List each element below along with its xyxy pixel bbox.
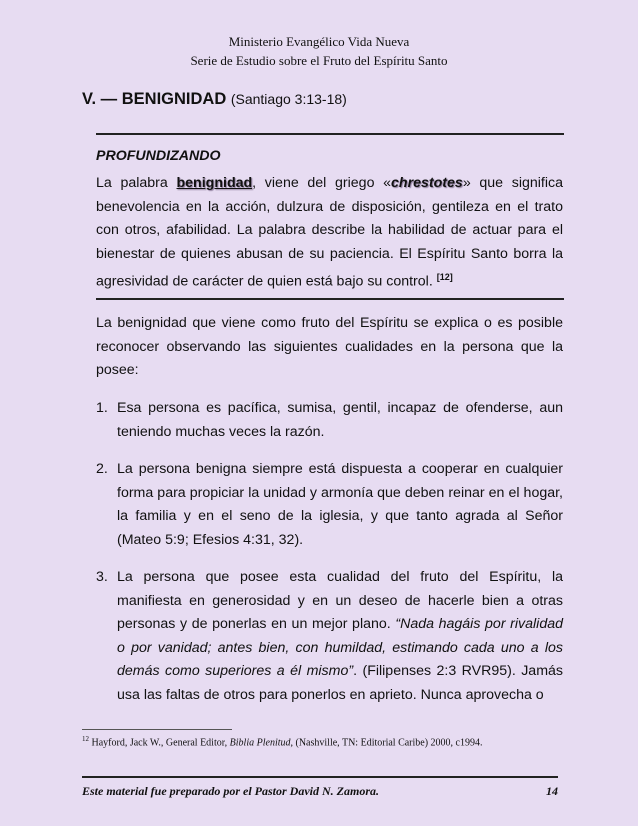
section-reference: (Santiago 3:13-18) [230,91,347,107]
para1-text-c: » que significa benevolencia en la acción, dulzura de disposición, gentileza en el trato con otros, afabilidad. La palabra describe la habilidad de actuar para el bienestar de quienes abusan de su paciencia. El Espíritu Santo borra la agresividad de carácter de quien está bajo su control. [96,175,564,290]
list-item [96,458,563,552]
footnote-number: 12 [82,735,89,743]
section-title-text: V. — BENIGNIDAD [82,90,227,108]
para1-text-a: La palabra [96,175,177,191]
list-text: Esa persona es pacífica, sumisa, gentil, incapaz de ofenderse, aun teniendo muchas veces la razón. [117,400,563,440]
subheading: PROFUNDIZANDO [96,148,221,164]
footnote-text-a: Hayford, Jack W., General Editor, [89,737,230,749]
bible-quote: “Nada hagáis por rivalidad o por vanidad; antes bien, con humildad, estimando cada uno a los demás como superiores a él mismo” [117,616,564,679]
paragraph-definition [96,172,563,294]
page-header [0,32,638,70]
list-text-b: . (Filipenses 2:3 RVR95). Jamás usa las faltas de otros para ponerlos en aprieto. Nunca aprovecha o [117,663,563,703]
para1-text-b: , viene del griego « [252,175,392,191]
footnote [82,735,483,748]
header-series: Serie de Estudio sobre el Fruto del Espíritu Santo [190,53,448,68]
divider-middle [96,298,564,300]
list-number: 2. [96,461,108,477]
paragraph-intro: La benignidad que viene como fruto del Espíritu se explica o es posible reconocer observando las siguientes cualidades en la persona que la posee: [96,315,563,378]
keyword-benignidad: benignidad [176,175,253,191]
footnote-ref: [12] [436,272,453,282]
footnote-text-b: , (Nashville, TN: Editorial Caribe) 2000, c1994. [290,737,483,749]
footnote-divider [82,729,232,730]
list-item [96,566,563,707]
footer-credit: Este material fue preparado por el Pastor David N. Zamora. [82,784,379,798]
footer-divider [82,776,558,778]
header-ministry: Ministerio Evangélico Vida Nueva [228,34,410,49]
list-item [96,397,563,444]
list-text: La persona benigna siempre está dispuesta a cooperar en cualquier forma para propiciar la unidad y armonía que deben reinar en el hogar, la familia y en el seno de la iglesia, y que tanto agrada al Señor (Mateo 5:9; Efesios 4:31, 32). [117,461,563,548]
list-number: 3. [96,569,108,585]
divider-top [96,133,564,135]
section-title [82,90,347,109]
list-number: 1. [96,400,108,416]
greek-word: chrestotes [391,175,463,191]
list-text-a: La persona que posee esta cualidad del fruto del Espíritu, la manifiesta en generosidad y en un deseo de hacerle bien a otras personas y de ponerlas en un mejor plano. [117,569,563,632]
footnote-book-title: Biblia Plenitud [229,737,291,749]
page-number: 14 [546,784,558,798]
